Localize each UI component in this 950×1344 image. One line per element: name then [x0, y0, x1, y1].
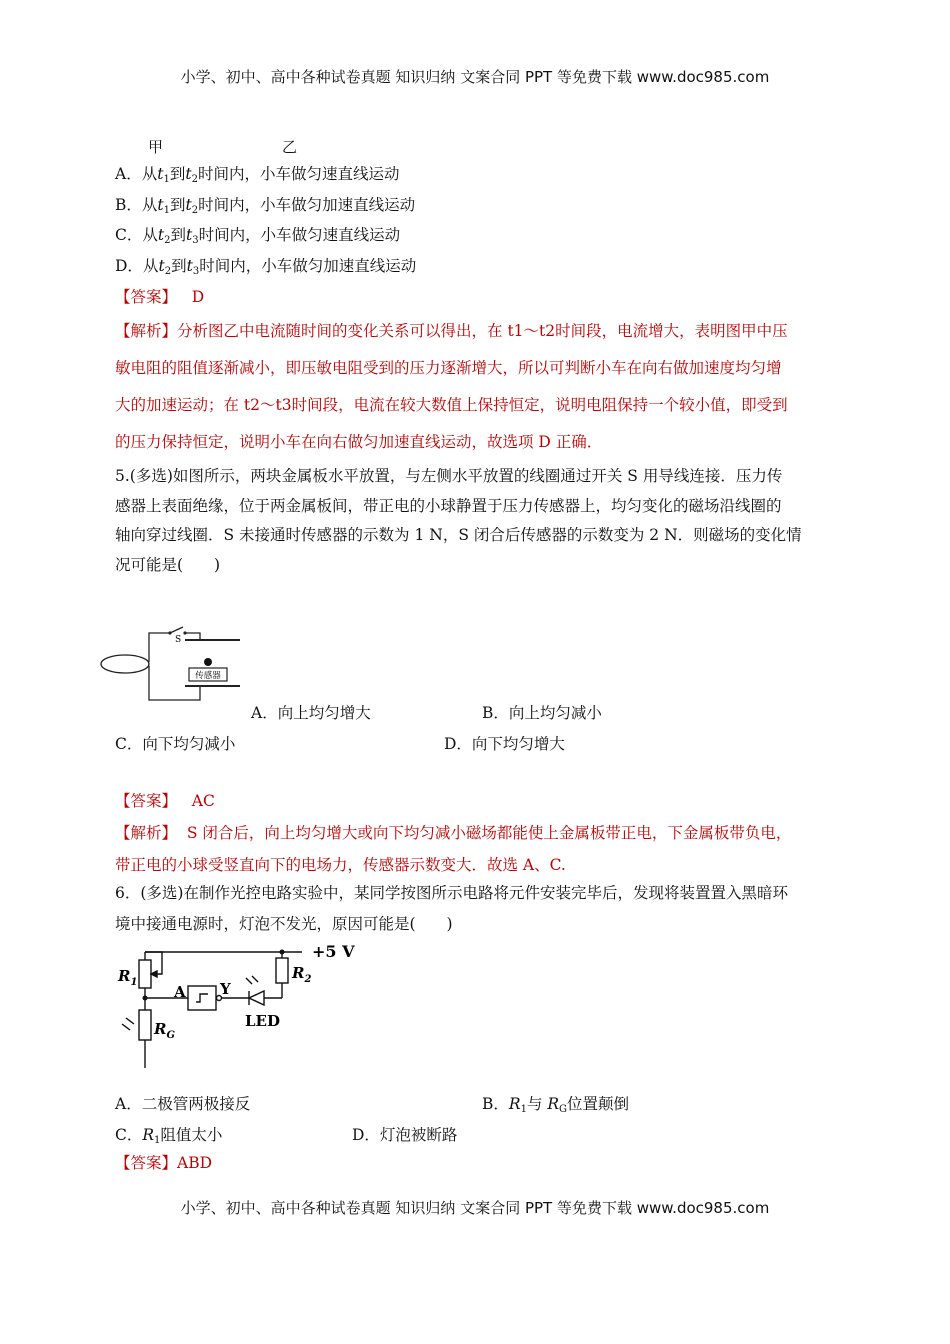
- answer-value: D: [191, 288, 205, 306]
- q4-answer: [115, 287, 204, 307]
- q5-analysis-line-2: 带正电的小球受竖直向下的电场力，传感器示数变大．故选 A、C.: [115, 856, 566, 874]
- vcc-label: +5 V: [312, 942, 355, 961]
- q5-option-b: B．向上均匀减小: [482, 704, 602, 722]
- q5-stem-line-2: 感器上表面绝缘，位于两金属板间，带正电的小球静置于压力传感器上，均匀变化的磁场沿线圈的: [115, 497, 782, 515]
- a-label: A: [174, 983, 186, 1001]
- q5-analysis-line-1: 【解析】 S 闭合后，向上均匀增大或向下均匀减小磁场都能使上金属板带正电，下金属板带负电，: [115, 824, 792, 842]
- answer-value: AC: [191, 792, 215, 810]
- q5-option-c: C．向下均匀减小: [115, 735, 236, 753]
- charged-ball-icon: [204, 658, 212, 666]
- figure-label-yi: 乙: [282, 138, 298, 156]
- switch-label: S: [175, 635, 182, 645]
- q5-option-d: D．向下均匀增大: [444, 735, 565, 753]
- q5-stem-line-1: 5.(多选)如图所示，两块金属板水平放置，与左侧水平放置的线圈通过开关 S 用导线连接．压力传: [115, 467, 783, 485]
- r1-slider: [145, 952, 162, 974]
- led-label: LED: [245, 1012, 280, 1030]
- page-header: 小学、初中、高中各种试卷真题 知识归纳 文案合同 PPT 等免费下载 www.doc985.com: [180, 68, 770, 86]
- y-label: Y: [220, 980, 231, 998]
- q4-option-a: A．从$t_1$到$t_2$时间内，小车做匀速直线运动: [115, 165, 400, 185]
- led-icon: [249, 991, 264, 1005]
- q5-stem-line-3: 轴向穿过线圈．S 未接通时传感器的示数为 1 N，S 闭合后传感器的示数变为 2 N．则磁场的变化情: [115, 526, 802, 544]
- q4-analysis-line-1: 【解析】分析图乙中电流随时间的变化关系可以得出，在 t1～t2时间段，电流增大，表明图甲中压: [115, 322, 788, 340]
- r1-label: $R_1$: [118, 967, 138, 988]
- answer-label: 【答案】: [115, 288, 178, 306]
- sensor-label: 传感器: [195, 671, 221, 681]
- q6-option-a: A．二极管两极接反: [115, 1095, 251, 1113]
- coil-icon: [101, 655, 149, 673]
- page-footer: 小学、初中、高中各种试卷真题 知识归纳 文案合同 PPT 等免费下载 www.doc985.com: [180, 1199, 770, 1217]
- q4-analysis-line-3: 大的加速运动；在 t2～t3时间段，电流在较大数值上保持恒定，说明电阻保持一个较小值，即受到: [115, 396, 788, 414]
- switch-icon: [170, 627, 183, 633]
- coil-capacitor-figure: [95, 620, 255, 705]
- schmitt-trigger-icon: [188, 986, 216, 1010]
- rg-resistor: [139, 1010, 151, 1040]
- answer-label: 【答案】: [115, 792, 178, 810]
- answer-value: ABD: [177, 1154, 213, 1172]
- q4-option-d: D．从$t_2$到$t_3$时间内，小车做匀加速直线运动: [115, 257, 417, 277]
- q6-answer: [115, 1153, 212, 1173]
- q4-option-b: B．从$t_1$到$t_2$时间内，小车做匀加速直线运动: [115, 196, 416, 216]
- light-control-circuit: [112, 938, 362, 1073]
- rg-label: $R_G$: [154, 1020, 176, 1041]
- q6-stem-line-1: 6．(多选)在制作光控电路实验中，某同学按图所示电路将元件安装完毕后，发现将装置置入黑暗环: [115, 884, 788, 902]
- r1-resistor: [139, 960, 151, 988]
- q6-stem-line-2: 境中接通电源时，灯泡不发光，原因可能是( ): [115, 915, 453, 933]
- q5-option-a: A．向上均匀增大: [251, 704, 371, 722]
- q6-option-b: B．$R_1$与 $R_G$位置颠倒: [482, 1095, 630, 1115]
- r2-resistor: [276, 958, 288, 983]
- q4-analysis-line-4: 的压力保持恒定，说明小车在向右做匀加速直线运动，故选项 D 正确．: [115, 433, 603, 451]
- q6-option-c: C．$R_1$阻值太小: [115, 1126, 223, 1146]
- figure-label-jia: 甲: [148, 138, 164, 156]
- q6-option-d: D．灯泡被断路: [352, 1126, 458, 1144]
- q4-analysis-line-2: 敏电阻的阻值逐渐减小，即压敏电阻受到的压力逐渐增大，所以可判断小车在向右做加速度均匀增: [115, 359, 782, 377]
- q5-stem-line-4: 况可能是( ): [115, 556, 221, 574]
- q4-option-c: C．从$t_2$到$t_3$时间内，小车做匀速直线运动: [115, 226, 401, 246]
- r2-label: $R_2$: [292, 964, 312, 985]
- q5-answer: [115, 791, 215, 811]
- answer-label: 【答案】: [115, 1154, 178, 1172]
